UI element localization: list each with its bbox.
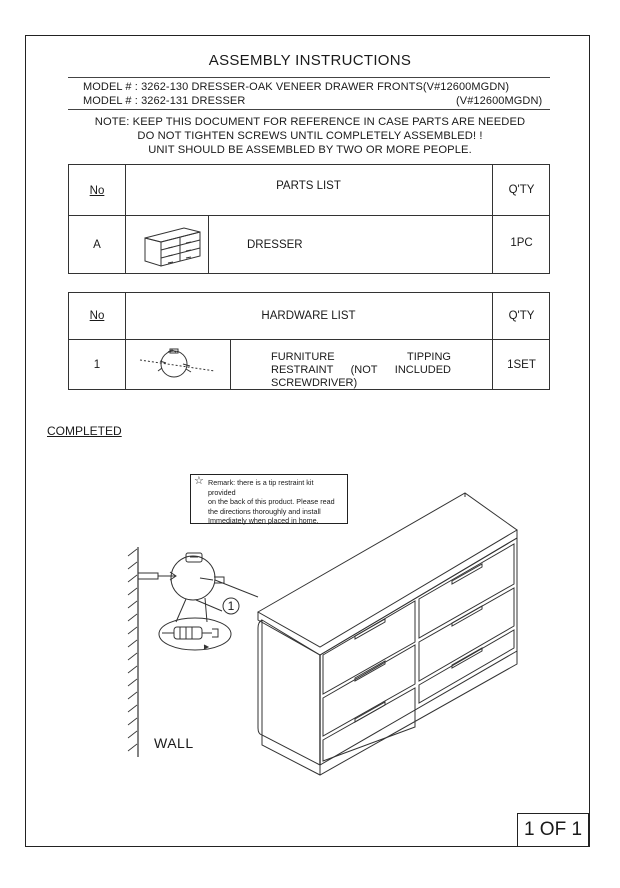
tipping-restraint-icon [140,349,215,377]
model-code-2: (V#12600MGDN) [456,95,543,107]
restraint-detail-icon [138,553,258,650]
desc-word: (NOT [350,364,378,376]
desc-word: RESTRAINT [271,364,334,376]
parts-header-title: PARTS LIST [276,180,341,192]
parts-row-desc: DRESSER [247,239,303,251]
note-line-2: DO NOT TIGHTEN SCREWS UNTIL COMPLETELY ASSEMBLED! ! [137,130,483,142]
model-prefix: MODEL # : [83,81,142,93]
model-prefix: MODEL # : [83,95,142,107]
dresser-icon [145,228,200,266]
hardware-row-qty: 1SET [507,359,536,371]
remark-line: Remark: there is a tip restraint kit provided [208,478,314,497]
desc-word: INCLUDED [394,364,451,376]
desc-word: TIPPING [406,351,451,363]
hardware-row-no: 1 [93,359,101,371]
hardware-header-qty: Q'TY [508,310,535,322]
hardware-header-title: HARDWARE LIST [261,310,356,322]
model-number: 3262-130 [141,81,189,93]
model-number: 3262-131 [141,95,189,107]
model-name: DRESSER [191,95,246,107]
note-line-1: NOTE: KEEP THIS DOCUMENT FOR REFERENCE IN CASE PARTS ARE NEEDED [94,116,526,128]
desc-word: SCREWDRIVER) [271,377,358,389]
remark-line: the directions thoroughly and install [208,506,321,516]
remark-box [190,474,348,524]
completed-label: COMPLETED [47,424,122,438]
note-line-3: UNIT SHOULD BE ASSEMBLED BY TWO OR MORE PEOPLE. [148,144,472,156]
parts-row-qty: 1PC [510,237,533,249]
remark-line: on the back of this product. Please read [208,497,335,507]
dresser-drawing [258,493,517,775]
desc-word: FURNITURE [271,351,335,363]
star-icon: ☆ [194,475,204,487]
parts-row-no: A [93,239,101,251]
callout-number: 1 [227,599,235,613]
hardware-header-no: No [89,310,105,322]
model-name: DRESSER-OAK VENEER DRAWER FRONTS [191,81,423,93]
parts-header-qty: Q'TY [508,184,535,196]
page-number: 1 OF 1 [517,813,589,847]
wall-icon [128,547,138,757]
document-title: ASSEMBLY INSTRUCTIONS [208,52,412,69]
model-code: (V#12600MGDN) [422,81,510,93]
remark-line: Immediately when placed in home. [208,516,319,526]
parts-header-no: No [89,185,105,197]
wall-label: WALL [154,735,194,751]
